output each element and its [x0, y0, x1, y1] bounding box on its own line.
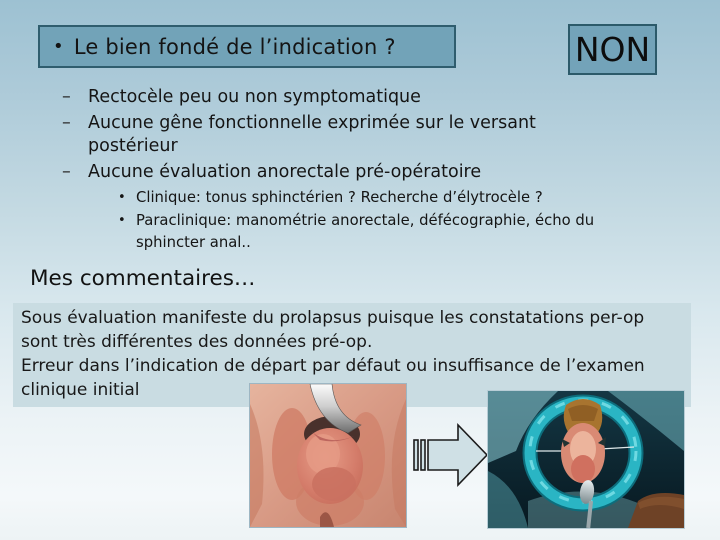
- list-item: [62, 86, 620, 109]
- list-item: [62, 112, 620, 158]
- list-item-text: Rectocèle peu ou non symptomatique: [88, 87, 421, 107]
- title-box: [38, 25, 456, 68]
- dot-bullet-icon: •: [118, 213, 126, 228]
- sub-list-item: [118, 210, 620, 254]
- sub-list-item-text: Clinique: tonus sphinctérien ? Recherche d’élytrocèle ?: [136, 189, 543, 206]
- list-item-text: Aucune évaluation anorectale pré-opératoire: [88, 162, 482, 182]
- striped-right-arrow-icon: [412, 422, 490, 488]
- list-item: [62, 161, 620, 184]
- dash-bullet-icon: –: [62, 87, 71, 107]
- dash-bullet-icon: –: [62, 162, 71, 182]
- title-bullet: •: [53, 36, 64, 57]
- dash-bullet-icon: –: [62, 113, 71, 133]
- perop-surgical-photo: [487, 390, 685, 529]
- bullet-list: [62, 86, 620, 255]
- comment-paragraph: Erreur dans l’indication de départ par défaut ou insuffisance de l’examen clinique initial: [21, 356, 645, 400]
- comment-paragraph: Sous évaluation manifeste du prolapsus puisque les constatations per-op sont très différentes des données pré-op.: [21, 308, 645, 352]
- sub-list-item: [118, 187, 620, 209]
- preop-clinical-photo: [249, 383, 407, 528]
- page-title: Le bien fondé de l’indication ?: [73, 34, 396, 59]
- verdict-label: NON: [574, 30, 651, 69]
- sub-list-item-text: Paraclinique: manométrie anorectale, défécographie, écho du sphincter anal..: [136, 212, 595, 251]
- sub-bullet-list: [118, 187, 620, 254]
- comments-heading: Mes commentaires…: [30, 266, 256, 291]
- verdict-box: [568, 24, 657, 75]
- dot-bullet-icon: •: [118, 190, 126, 205]
- list-item-text: Aucune gêne fonctionnelle exprimée sur le versant postérieur: [88, 113, 536, 156]
